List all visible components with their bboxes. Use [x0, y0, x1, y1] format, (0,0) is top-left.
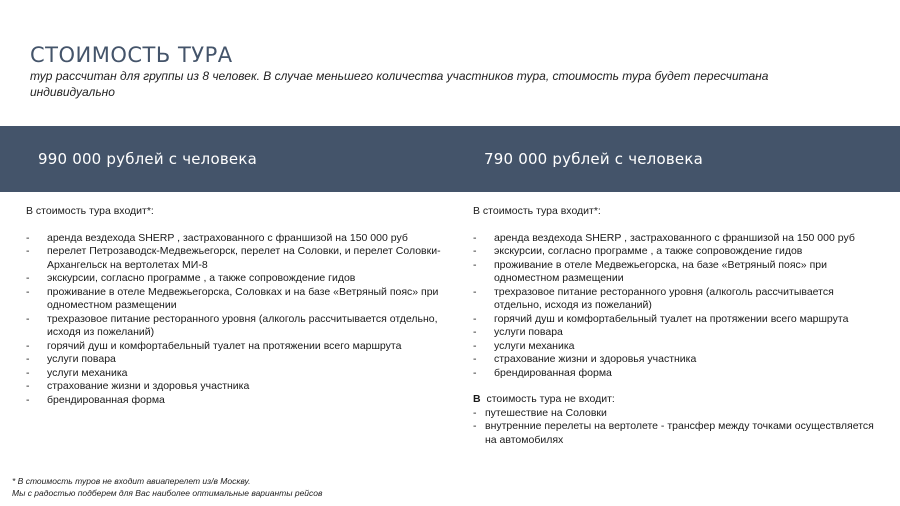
list-item — [26, 380, 446, 394]
price-band — [0, 126, 900, 192]
excluded-heading-rest: стоимость тура не входит: — [486, 393, 615, 405]
footnote-line-2: Мы с радостью подберем для Вас наиболее оптимальные варианты рейсов — [12, 488, 323, 498]
list-item — [473, 313, 883, 327]
included-list-right — [473, 232, 883, 381]
list-item-text: страхование жизни и здоровья участника — [47, 380, 250, 392]
bullet-dash: - — [473, 258, 477, 271]
page-title: СТОИМОСТЬ ТУРА — [30, 43, 233, 67]
right-column — [473, 205, 883, 447]
bullet-dash: - — [473, 245, 477, 257]
list-item-text: трехразовое питание ресторанного уровня (алкоголь рассчитывается отдельно, исходя из пожеланий) — [47, 312, 438, 338]
list-item-text: аренда вездехода SHERP , застрахованного с франшизой на 150 000 руб — [47, 231, 408, 244]
bullet-dash: - — [473, 353, 477, 365]
bullet-dash: - — [26, 353, 30, 365]
list-item-text: услуги повара — [494, 326, 563, 338]
list-item-text: горячий душ и комфортабельный туалет на протяжении всего маршрута — [494, 312, 849, 325]
list-item — [26, 367, 446, 381]
list-item — [473, 340, 883, 354]
included-heading-left: В стоимость тура входит*: — [26, 205, 154, 217]
list-item — [26, 353, 446, 367]
list-item-text: брендированная форма — [494, 366, 612, 379]
left-column — [26, 205, 446, 407]
bullet-dash: - — [26, 285, 30, 298]
list-item-text: экскурсии, согласно программе , а также сопровождение гидов — [47, 272, 356, 284]
excluded-heading — [473, 393, 883, 407]
list-item — [473, 367, 883, 381]
bullet-dash: - — [26, 393, 30, 406]
list-item-text: путешествие на Соловки — [485, 406, 607, 419]
price-right: 790 000 рублей с человека — [484, 150, 703, 168]
list-item — [26, 232, 446, 246]
list-item — [473, 353, 883, 367]
bullet-dash: - — [473, 339, 477, 352]
bullet-dash: - — [26, 272, 30, 284]
list-item — [26, 340, 446, 354]
list-item — [473, 420, 883, 447]
list-item — [26, 286, 446, 313]
list-item-text: горячий душ и комфортабельный туалет на протяжении всего маршрута — [47, 339, 402, 352]
list-item — [26, 245, 446, 272]
bullet-dash: - — [26, 245, 30, 257]
list-item — [473, 286, 883, 313]
list-item — [473, 326, 883, 340]
footnote-line-1: * В стоимость туров не входит авиаперелет из/в Москву. — [12, 476, 251, 486]
list-item-text: проживание в отеле Медвежьегорска, Соловках и на базе «Ветряный пояс» при одноместном размещении — [47, 285, 439, 311]
excluded-list — [473, 407, 883, 448]
list-item-text: внутренние перелеты на вертолете - трансфер между точками осуществляется на автомобилях — [485, 420, 874, 446]
bullet-dash: - — [26, 366, 30, 379]
footnote — [12, 475, 322, 499]
list-item-text: проживание в отеле Медвежьегорска, на базе «Ветряный пояс» при одноместном размещении — [494, 258, 827, 284]
bullet-dash: - — [26, 312, 30, 325]
list-item-text: трехразовое питание ресторанного уровня (алкоголь рассчитывается отдельно, исходя из пожеланий) — [494, 285, 834, 311]
list-item — [26, 313, 446, 340]
bullet-dash: - — [473, 231, 477, 244]
price-left: 990 000 рублей с человека — [38, 150, 257, 168]
list-item-text: страхование жизни и здоровья участника — [494, 353, 697, 365]
bullet-dash: - — [473, 285, 477, 298]
list-item — [473, 259, 883, 286]
included-list-left — [26, 232, 446, 408]
included-heading-right: В стоимость тура входит*: — [473, 205, 601, 217]
page-subtitle: тур рассчитан для группы из 8 человек. В случае меньшего количества участников тура, стоимость тура будет пересчитана индивидуально — [30, 69, 769, 99]
list-item — [26, 394, 446, 408]
list-item — [473, 407, 883, 421]
bullet-dash: - — [26, 231, 30, 244]
list-item-text: экскурсии, согласно программе , а также сопровождение гидов — [494, 245, 803, 257]
list-item-text: услуги повара — [47, 353, 116, 365]
list-item-text: аренда вездехода SHERP , застрахованного с франшизой на 150 000 руб — [494, 231, 855, 244]
bullet-dash: - — [26, 380, 30, 392]
list-item — [473, 245, 883, 259]
list-item — [473, 232, 883, 246]
bullet-dash: - — [26, 339, 30, 352]
list-item — [26, 272, 446, 286]
bullet-dash: - — [473, 420, 477, 432]
bullet-dash: - — [473, 406, 477, 419]
bullet-dash: - — [473, 312, 477, 325]
list-item-text: услуги механика — [47, 366, 128, 379]
bullet-dash: - — [473, 366, 477, 379]
list-item-text: перелет Петрозаводск-Медвежьегорск, перелет на Соловки, и перелет Соловки-Архангельск на вертолетах МИ-8 — [47, 245, 441, 271]
bullet-dash: - — [473, 326, 477, 338]
list-item-text: брендированная форма — [47, 393, 165, 406]
excluded-heading-lead: В — [473, 393, 481, 405]
list-item-text: услуги механика — [494, 339, 575, 352]
